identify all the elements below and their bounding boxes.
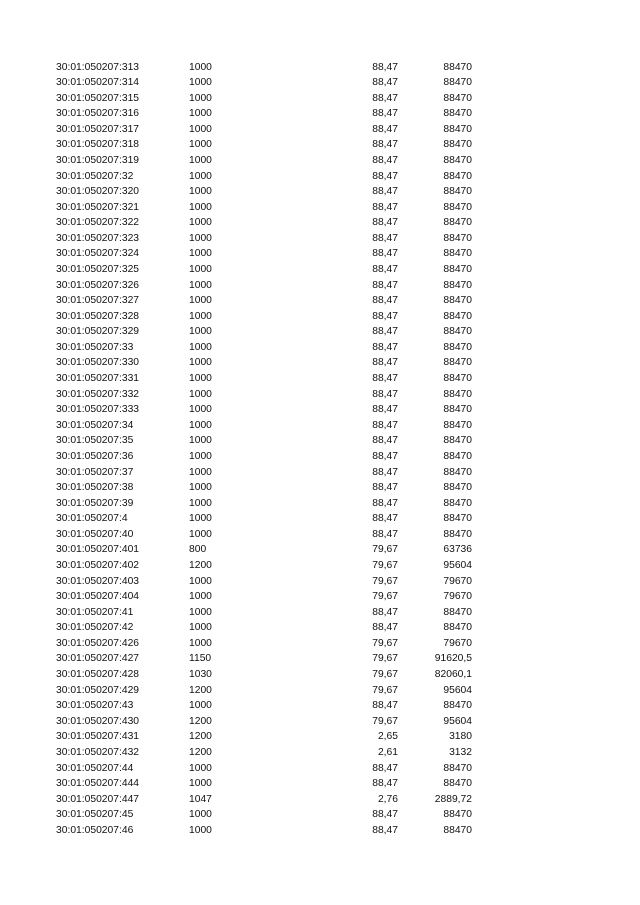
- rate-cell: 79,67: [372, 544, 398, 556]
- table-row: [0, 231, 640, 247]
- cadastral-number-cell: 30:01:050207:35: [56, 435, 134, 447]
- total-cell: 88470: [443, 762, 472, 774]
- total-cell: 79670: [443, 575, 472, 587]
- rate-cell: 88,47: [372, 92, 398, 104]
- area-cell: 1000: [189, 419, 212, 431]
- table-row: [0, 511, 640, 527]
- total-cell: 88470: [443, 295, 472, 307]
- total-cell: 3180: [449, 731, 472, 743]
- area-cell: 1000: [189, 170, 212, 182]
- table-row: [0, 605, 640, 621]
- total-cell: 88470: [443, 92, 472, 104]
- area-cell: 1000: [189, 622, 212, 634]
- table-row: [0, 465, 640, 481]
- area-cell: 1000: [189, 466, 212, 478]
- table-row: [0, 698, 640, 714]
- area-cell: 1000: [189, 575, 212, 587]
- rate-cell: 2,65: [377, 731, 398, 743]
- cadastral-number-cell: 30:01:050207:4: [56, 513, 128, 525]
- rate-cell: 88,47: [372, 450, 398, 462]
- table-row: [0, 527, 640, 543]
- cadastral-number-cell: 30:01:050207:321: [56, 201, 140, 213]
- rate-cell: 79,67: [372, 575, 398, 587]
- total-cell: 88470: [443, 77, 472, 89]
- area-cell: 1000: [189, 435, 212, 447]
- total-cell: 88470: [443, 279, 472, 291]
- table-row: [0, 262, 640, 278]
- total-cell: 88470: [443, 232, 472, 244]
- cadastral-number-cell: 30:01:050207:42: [56, 622, 134, 634]
- rate-cell: 88,47: [372, 622, 398, 634]
- cadastral-number-cell: 30:01:050207:34: [56, 419, 134, 431]
- area-cell: 1000: [189, 108, 212, 120]
- rate-cell: 88,47: [372, 404, 398, 416]
- table-row: [0, 542, 640, 558]
- area-cell: 1200: [189, 560, 212, 571]
- rate-cell: 88,47: [372, 497, 398, 509]
- table-row: [0, 153, 640, 169]
- table-row: [0, 340, 640, 356]
- area-cell: 1000: [189, 528, 212, 540]
- table-row: [0, 418, 640, 434]
- rate-cell: 88,47: [372, 248, 398, 260]
- table-row: [0, 449, 640, 465]
- area-cell: 1000: [189, 497, 212, 509]
- area-cell: 1000: [189, 201, 212, 213]
- total-cell: 79670: [443, 637, 472, 649]
- area-cell: 1000: [189, 326, 212, 338]
- rate-cell: 88,47: [372, 513, 398, 525]
- rate-cell: 79,67: [372, 560, 398, 571]
- area-cell: 1000: [189, 373, 212, 385]
- area-cell: 1000: [189, 824, 212, 836]
- table-row: [0, 480, 640, 496]
- table-row: [0, 184, 640, 200]
- area-cell: 1000: [189, 700, 212, 712]
- table-row: [0, 807, 640, 823]
- rate-cell: 79,67: [372, 684, 398, 696]
- table-row: [0, 574, 640, 590]
- total-cell: 91620,5: [434, 653, 472, 665]
- table-row: [0, 714, 640, 730]
- area-cell: 1000: [189, 248, 212, 260]
- cadastral-number-cell: 30:01:050207:319: [56, 154, 140, 166]
- rate-cell: 88,47: [372, 762, 398, 774]
- table-row: [0, 355, 640, 371]
- table-row: [0, 589, 640, 605]
- cadastral-number-cell: 30:01:050207:444: [56, 778, 140, 790]
- cadastral-number-cell: 30:01:050207:314: [56, 77, 140, 89]
- total-cell: 88470: [443, 201, 472, 213]
- table-row: [0, 278, 640, 294]
- area-cell: 1030: [189, 669, 212, 681]
- rate-cell: 88,47: [372, 326, 398, 338]
- area-cell: 1047: [189, 793, 212, 805]
- area-cell: 1000: [189, 61, 212, 73]
- total-cell: 88470: [443, 217, 472, 229]
- total-cell: 88470: [443, 170, 472, 182]
- cadastral-number-cell: 30:01:050207:430: [56, 715, 140, 727]
- rate-cell: 88,47: [372, 170, 398, 182]
- area-cell: 1000: [189, 92, 212, 104]
- rate-cell: 88,47: [372, 279, 398, 291]
- total-cell: 88470: [443, 466, 472, 478]
- cadastral-number-cell: 30:01:050207:326: [56, 279, 140, 291]
- rate-cell: 79,67: [372, 669, 398, 681]
- total-cell: 88470: [443, 388, 472, 400]
- rate-cell: 2,76: [377, 793, 398, 805]
- rate-cell: 88,47: [372, 482, 398, 494]
- cadastral-number-cell: 30:01:050207:318: [56, 139, 140, 151]
- cadastral-number-cell: 30:01:050207:333: [56, 404, 140, 416]
- cadastral-number-cell: 30:01:050207:322: [56, 217, 140, 229]
- total-cell: 88470: [443, 528, 472, 540]
- cadastral-number-cell: 30:01:050207:36: [56, 450, 134, 462]
- rate-cell: 88,47: [372, 61, 398, 73]
- table-row: [0, 60, 640, 76]
- total-cell: 88470: [443, 700, 472, 712]
- total-cell: 95604: [443, 560, 472, 571]
- area-cell: 1000: [189, 232, 212, 244]
- rate-cell: 88,47: [372, 341, 398, 353]
- cadastral-number-cell: 30:01:050207:332: [56, 388, 140, 400]
- total-cell: 88470: [443, 450, 472, 462]
- area-cell: 1200: [189, 684, 212, 696]
- area-cell: 1000: [189, 279, 212, 291]
- table-row: [0, 823, 640, 839]
- rate-cell: 88,47: [372, 778, 398, 790]
- total-cell: 88470: [443, 248, 472, 260]
- area-cell: 1000: [189, 606, 212, 618]
- table-row: [0, 137, 640, 153]
- total-cell: 88470: [443, 61, 472, 73]
- total-cell: 82060,1: [434, 669, 472, 681]
- total-cell: 88470: [443, 622, 472, 634]
- area-cell: 1000: [189, 388, 212, 400]
- cadastral-number-cell: 30:01:050207:320: [56, 186, 140, 198]
- cadastral-number-cell: 30:01:050207:404: [56, 591, 140, 603]
- table-row: [0, 433, 640, 449]
- table-row: [0, 496, 640, 512]
- total-cell: 88470: [443, 606, 472, 618]
- table-row: [0, 620, 640, 636]
- table-row: [0, 324, 640, 340]
- area-cell: 1000: [189, 123, 212, 135]
- area-cell: 1000: [189, 762, 212, 774]
- cadastral-number-cell: 30:01:050207:45: [56, 809, 134, 821]
- area-cell: 1200: [189, 746, 212, 758]
- area-cell: 1000: [189, 513, 212, 525]
- rate-cell: 88,47: [372, 139, 398, 151]
- area-cell: 1000: [189, 310, 212, 322]
- total-cell: 88470: [443, 264, 472, 276]
- table-row: [0, 246, 640, 262]
- rate-cell: 88,47: [372, 264, 398, 276]
- cadastral-number-cell: 30:01:050207:37: [56, 466, 134, 478]
- total-cell: 2889,72: [434, 793, 472, 805]
- total-cell: 88470: [443, 341, 472, 353]
- table-row: [0, 683, 640, 699]
- area-cell: 1200: [189, 715, 212, 727]
- area-cell: 1000: [189, 778, 212, 790]
- rate-cell: 88,47: [372, 435, 398, 447]
- total-cell: 88470: [443, 778, 472, 790]
- table-row: [0, 106, 640, 122]
- cadastral-number-cell: 30:01:050207:401: [56, 544, 140, 556]
- area-cell: 1000: [189, 154, 212, 166]
- area-cell: 1000: [189, 139, 212, 151]
- table-row: [0, 729, 640, 745]
- cadastral-number-cell: 30:01:050207:428: [56, 669, 140, 681]
- rate-cell: 79,67: [372, 715, 398, 727]
- cadastral-number-cell: 30:01:050207:38: [56, 482, 134, 494]
- table-row: [0, 792, 640, 808]
- table-row: [0, 293, 640, 309]
- table-row: [0, 651, 640, 667]
- rate-cell: 88,47: [372, 217, 398, 229]
- rate-cell: 88,47: [372, 528, 398, 540]
- cadastral-number-cell: 30:01:050207:402: [56, 560, 140, 571]
- rate-cell: 88,47: [372, 77, 398, 89]
- cadastral-number-cell: 30:01:050207:44: [56, 762, 134, 774]
- total-cell: 88470: [443, 482, 472, 494]
- cadastral-number-cell: 30:01:050207:329: [56, 326, 140, 338]
- rate-cell: 88,47: [372, 373, 398, 385]
- table-row: [0, 169, 640, 185]
- cadastral-number-cell: 30:01:050207:324: [56, 248, 140, 260]
- cadastral-number-cell: 30:01:050207:32: [56, 170, 134, 182]
- rate-cell: 88,47: [372, 824, 398, 836]
- rate-cell: 88,47: [372, 310, 398, 322]
- total-cell: 3132: [449, 746, 472, 758]
- rate-cell: 88,47: [372, 419, 398, 431]
- cadastral-number-cell: 30:01:050207:40: [56, 528, 134, 540]
- data-table: [0, 60, 640, 839]
- table-row: [0, 636, 640, 652]
- table-row: [0, 309, 640, 325]
- cadastral-number-cell: 30:01:050207:33: [56, 341, 134, 353]
- table-row: [0, 122, 640, 138]
- area-cell: 1000: [189, 591, 212, 603]
- table-row: [0, 387, 640, 403]
- total-cell: 88470: [443, 310, 472, 322]
- area-cell: 1000: [189, 341, 212, 353]
- cadastral-number-cell: 30:01:050207:313: [56, 61, 140, 73]
- cadastral-number-cell: 30:01:050207:328: [56, 310, 140, 322]
- area-cell: 1000: [189, 77, 212, 89]
- total-cell: 88470: [443, 824, 472, 836]
- area-cell: 1150: [189, 653, 212, 665]
- rate-cell: 88,47: [372, 154, 398, 166]
- table-row: [0, 75, 640, 91]
- area-cell: 1000: [189, 217, 212, 229]
- total-cell: 95604: [443, 684, 472, 696]
- rate-cell: 88,47: [372, 357, 398, 369]
- cadastral-number-cell: 30:01:050207:323: [56, 232, 140, 244]
- cadastral-number-cell: 30:01:050207:427: [56, 653, 140, 665]
- rate-cell: 88,47: [372, 809, 398, 821]
- cadastral-number-cell: 30:01:050207:330: [56, 357, 140, 369]
- area-cell: 1000: [189, 450, 212, 462]
- area-cell: 1000: [189, 295, 212, 307]
- table-row: [0, 558, 640, 574]
- cadastral-number-cell: 30:01:050207:316: [56, 108, 140, 120]
- area-cell: 1200: [189, 731, 212, 743]
- total-cell: 88470: [443, 139, 472, 151]
- table-row: [0, 667, 640, 683]
- total-cell: 88470: [443, 513, 472, 525]
- total-cell: 88470: [443, 357, 472, 369]
- table-row: [0, 745, 640, 761]
- table-row: [0, 402, 640, 418]
- cadastral-number-cell: 30:01:050207:327: [56, 295, 140, 307]
- total-cell: 88470: [443, 326, 472, 338]
- area-cell: 1000: [189, 357, 212, 369]
- cadastral-number-cell: 30:01:050207:325: [56, 264, 140, 276]
- table-row: [0, 776, 640, 792]
- rate-cell: 2,61: [377, 746, 398, 758]
- total-cell: 88470: [443, 373, 472, 385]
- total-cell: 88470: [443, 186, 472, 198]
- cadastral-number-cell: 30:01:050207:41: [56, 606, 134, 618]
- table-row: [0, 761, 640, 777]
- area-cell: 1000: [189, 404, 212, 416]
- area-cell: 1000: [189, 482, 212, 494]
- rate-cell: 88,47: [372, 108, 398, 120]
- area-cell: 1000: [189, 264, 212, 276]
- table-row: [0, 215, 640, 231]
- cadastral-number-cell: 30:01:050207:46: [56, 824, 134, 836]
- total-cell: 88470: [443, 435, 472, 447]
- rate-cell: 79,67: [372, 591, 398, 603]
- cadastral-number-cell: 30:01:050207:426: [56, 637, 140, 649]
- rate-cell: 88,47: [372, 606, 398, 618]
- total-cell: 95604: [443, 715, 472, 727]
- total-cell: 88470: [443, 809, 472, 821]
- total-cell: 88470: [443, 123, 472, 135]
- cadastral-number-cell: 30:01:050207:315: [56, 92, 140, 104]
- total-cell: 79670: [443, 591, 472, 603]
- table-row: [0, 200, 640, 216]
- rate-cell: 88,47: [372, 295, 398, 307]
- cadastral-number-cell: 30:01:050207:429: [56, 684, 140, 696]
- total-cell: 88470: [443, 419, 472, 431]
- cadastral-number-cell: 30:01:050207:39: [56, 497, 134, 509]
- cadastral-number-cell: 30:01:050207:331: [56, 373, 140, 385]
- rate-cell: 79,67: [372, 637, 398, 649]
- total-cell: 63736: [443, 544, 472, 556]
- rate-cell: 88,47: [372, 201, 398, 213]
- cadastral-number-cell: 30:01:050207:432: [56, 746, 140, 758]
- rate-cell: 88,47: [372, 232, 398, 244]
- rate-cell: 88,47: [372, 186, 398, 198]
- cadastral-number-cell: 30:01:050207:43: [56, 700, 134, 712]
- area-cell: 1000: [189, 637, 212, 649]
- rate-cell: 88,47: [372, 466, 398, 478]
- area-cell: 1000: [189, 186, 212, 198]
- rate-cell: 88,47: [372, 388, 398, 400]
- total-cell: 88470: [443, 108, 472, 120]
- total-cell: 88470: [443, 404, 472, 416]
- table-row: [0, 371, 640, 387]
- total-cell: 88470: [443, 154, 472, 166]
- table-row: [0, 91, 640, 107]
- rate-cell: 88,47: [372, 123, 398, 135]
- area-cell: 1000: [189, 809, 212, 821]
- cadastral-number-cell: 30:01:050207:447: [56, 793, 140, 805]
- rate-cell: 79,67: [372, 653, 398, 665]
- rate-cell: 88,47: [372, 700, 398, 712]
- area-cell: 800: [189, 544, 207, 556]
- cadastral-number-cell: 30:01:050207:431: [56, 731, 140, 743]
- total-cell: 88470: [443, 497, 472, 509]
- cadastral-number-cell: 30:01:050207:403: [56, 575, 140, 587]
- cadastral-number-cell: 30:01:050207:317: [56, 123, 140, 135]
